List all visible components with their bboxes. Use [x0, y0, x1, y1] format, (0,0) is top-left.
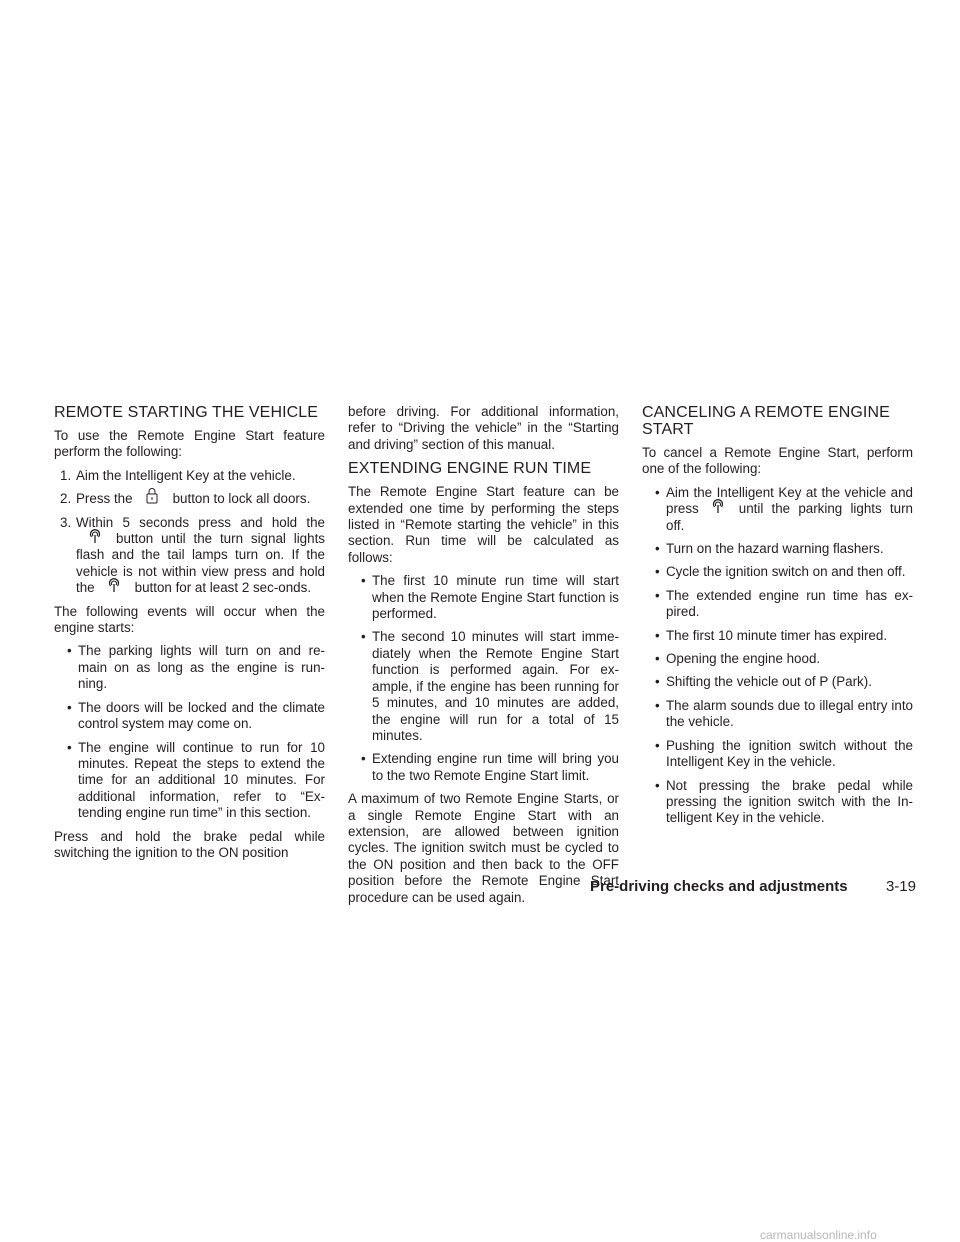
heading-remote-starting: REMOTE STARTING THE VEHICLE: [54, 404, 319, 421]
closing-text: Press and hold the brake pedal while switching the ignition to the ON position: [54, 828, 325, 860]
list-item: • Turn on the hazard warning flashers.: [655, 541, 884, 557]
continued-text: before driving. For additional information, refer to “Driving the vehicle” in the “Starting and driving” section of this manual.: [348, 404, 619, 452]
step-item: 1. Aim the Intelligent Key at the vehicle.: [60, 467, 296, 483]
footer-section-title: Pre-driving checks and adjustments: [590, 878, 848, 895]
remote-engine-start-icon: [76, 531, 116, 545]
column-right: [642, 404, 913, 834]
page-footer: [590, 878, 916, 898]
page-number: 3-19: [885, 878, 916, 895]
heading-extending: EXTENDING ENGINE RUN TIME: [348, 460, 592, 478]
list-item: • The first 10 minute timer has expired.: [655, 627, 888, 643]
column-left: [54, 404, 325, 868]
watermark: carmanualsonline.info: [760, 1228, 877, 1242]
list-item: • The parking lights will turn on and re-main on as long as the engine is run-ning.: [67, 643, 325, 692]
cancel-list: [642, 485, 913, 827]
events-list: [54, 643, 325, 821]
remote-engine-start-icon: [699, 501, 739, 515]
closing-text: A maximum of two Remote Engine Starts, or a single Remote Engine Start with an extension, are allowed between ignition cycles. The ignition switch must be cycled to the ON position and then back to the OFF position before the Remote Engine Start procedure can be used again.: [348, 791, 619, 905]
run-time-list: [348, 573, 619, 784]
list-item: • The extended engine run time has ex-pired.: [655, 587, 913, 620]
list-item: • The engine will continue to run for 10 minutes. Repeat the steps to extend the time for an additional 10 minutes. For additional information, refer to “Ex-tending engine run time” in this section.: [67, 739, 325, 821]
intro-text: The Remote Engine Start feature can be extended one time by performing the steps listed in “Remote starting the vehicle” in this section. Run time will be calculated as follows:: [348, 484, 619, 565]
list-item: • The doors will be locked and the climate control system may come on.: [67, 699, 325, 732]
list-item: • The alarm sounds due to illegal entry into the vehicle.: [655, 697, 913, 730]
heading-canceling: CANCELING A REMOTE ENGINE START: [642, 404, 890, 438]
list-item: • Not pressing the brake pedal while pressing the ignition switch with the In-telligent Key in the vehicle.: [655, 777, 913, 826]
step-item: 3. Within 5 seconds press and hold the button until the turn signal lights flash and the tail lamps turn on. If the vehicle is not within view press and hold the button for at least 2 sec-onds.: [60, 514, 325, 596]
step-item: 2. Press the button to lock all doors.: [54, 491, 325, 507]
list-item: • Cycle the ignition switch on and then off.: [655, 564, 906, 580]
intro-text: To cancel a Remote Engine Start, perform one of the following:: [642, 445, 913, 477]
column-middle: [348, 404, 619, 913]
list-item: • Aim the Intelligent Key at the vehicle and press until the parking lights turn off.: [655, 484, 913, 533]
lock-icon: [133, 491, 173, 505]
list-item: • The first 10 minute run time will start when the Remote Engine Start function is performed.: [361, 573, 619, 622]
events-intro: The following events will occur when the engine starts:: [54, 603, 325, 636]
list-item: • Shifting the vehicle out of P (Park).: [655, 674, 872, 690]
list-item: • Extending engine run time will bring you to the two Remote Engine Start limit.: [361, 751, 619, 783]
steps-list: [54, 468, 325, 597]
list-item: • Pushing the ignition switch without the Intelligent Key in the vehicle.: [655, 737, 913, 770]
intro-text: To use the Remote Engine Start feature perform the following:: [54, 428, 325, 460]
remote-engine-start-icon: [95, 580, 135, 594]
list-item: • Opening the engine hood.: [655, 651, 821, 667]
list-item: • The second 10 minutes will start imme-diately when the Remote Engine Start function is performed again. For ex-ample, if the engine has been running for 5 minutes, and 10 minutes are added, the engine will run for a total of 15 minutes.: [361, 629, 619, 743]
